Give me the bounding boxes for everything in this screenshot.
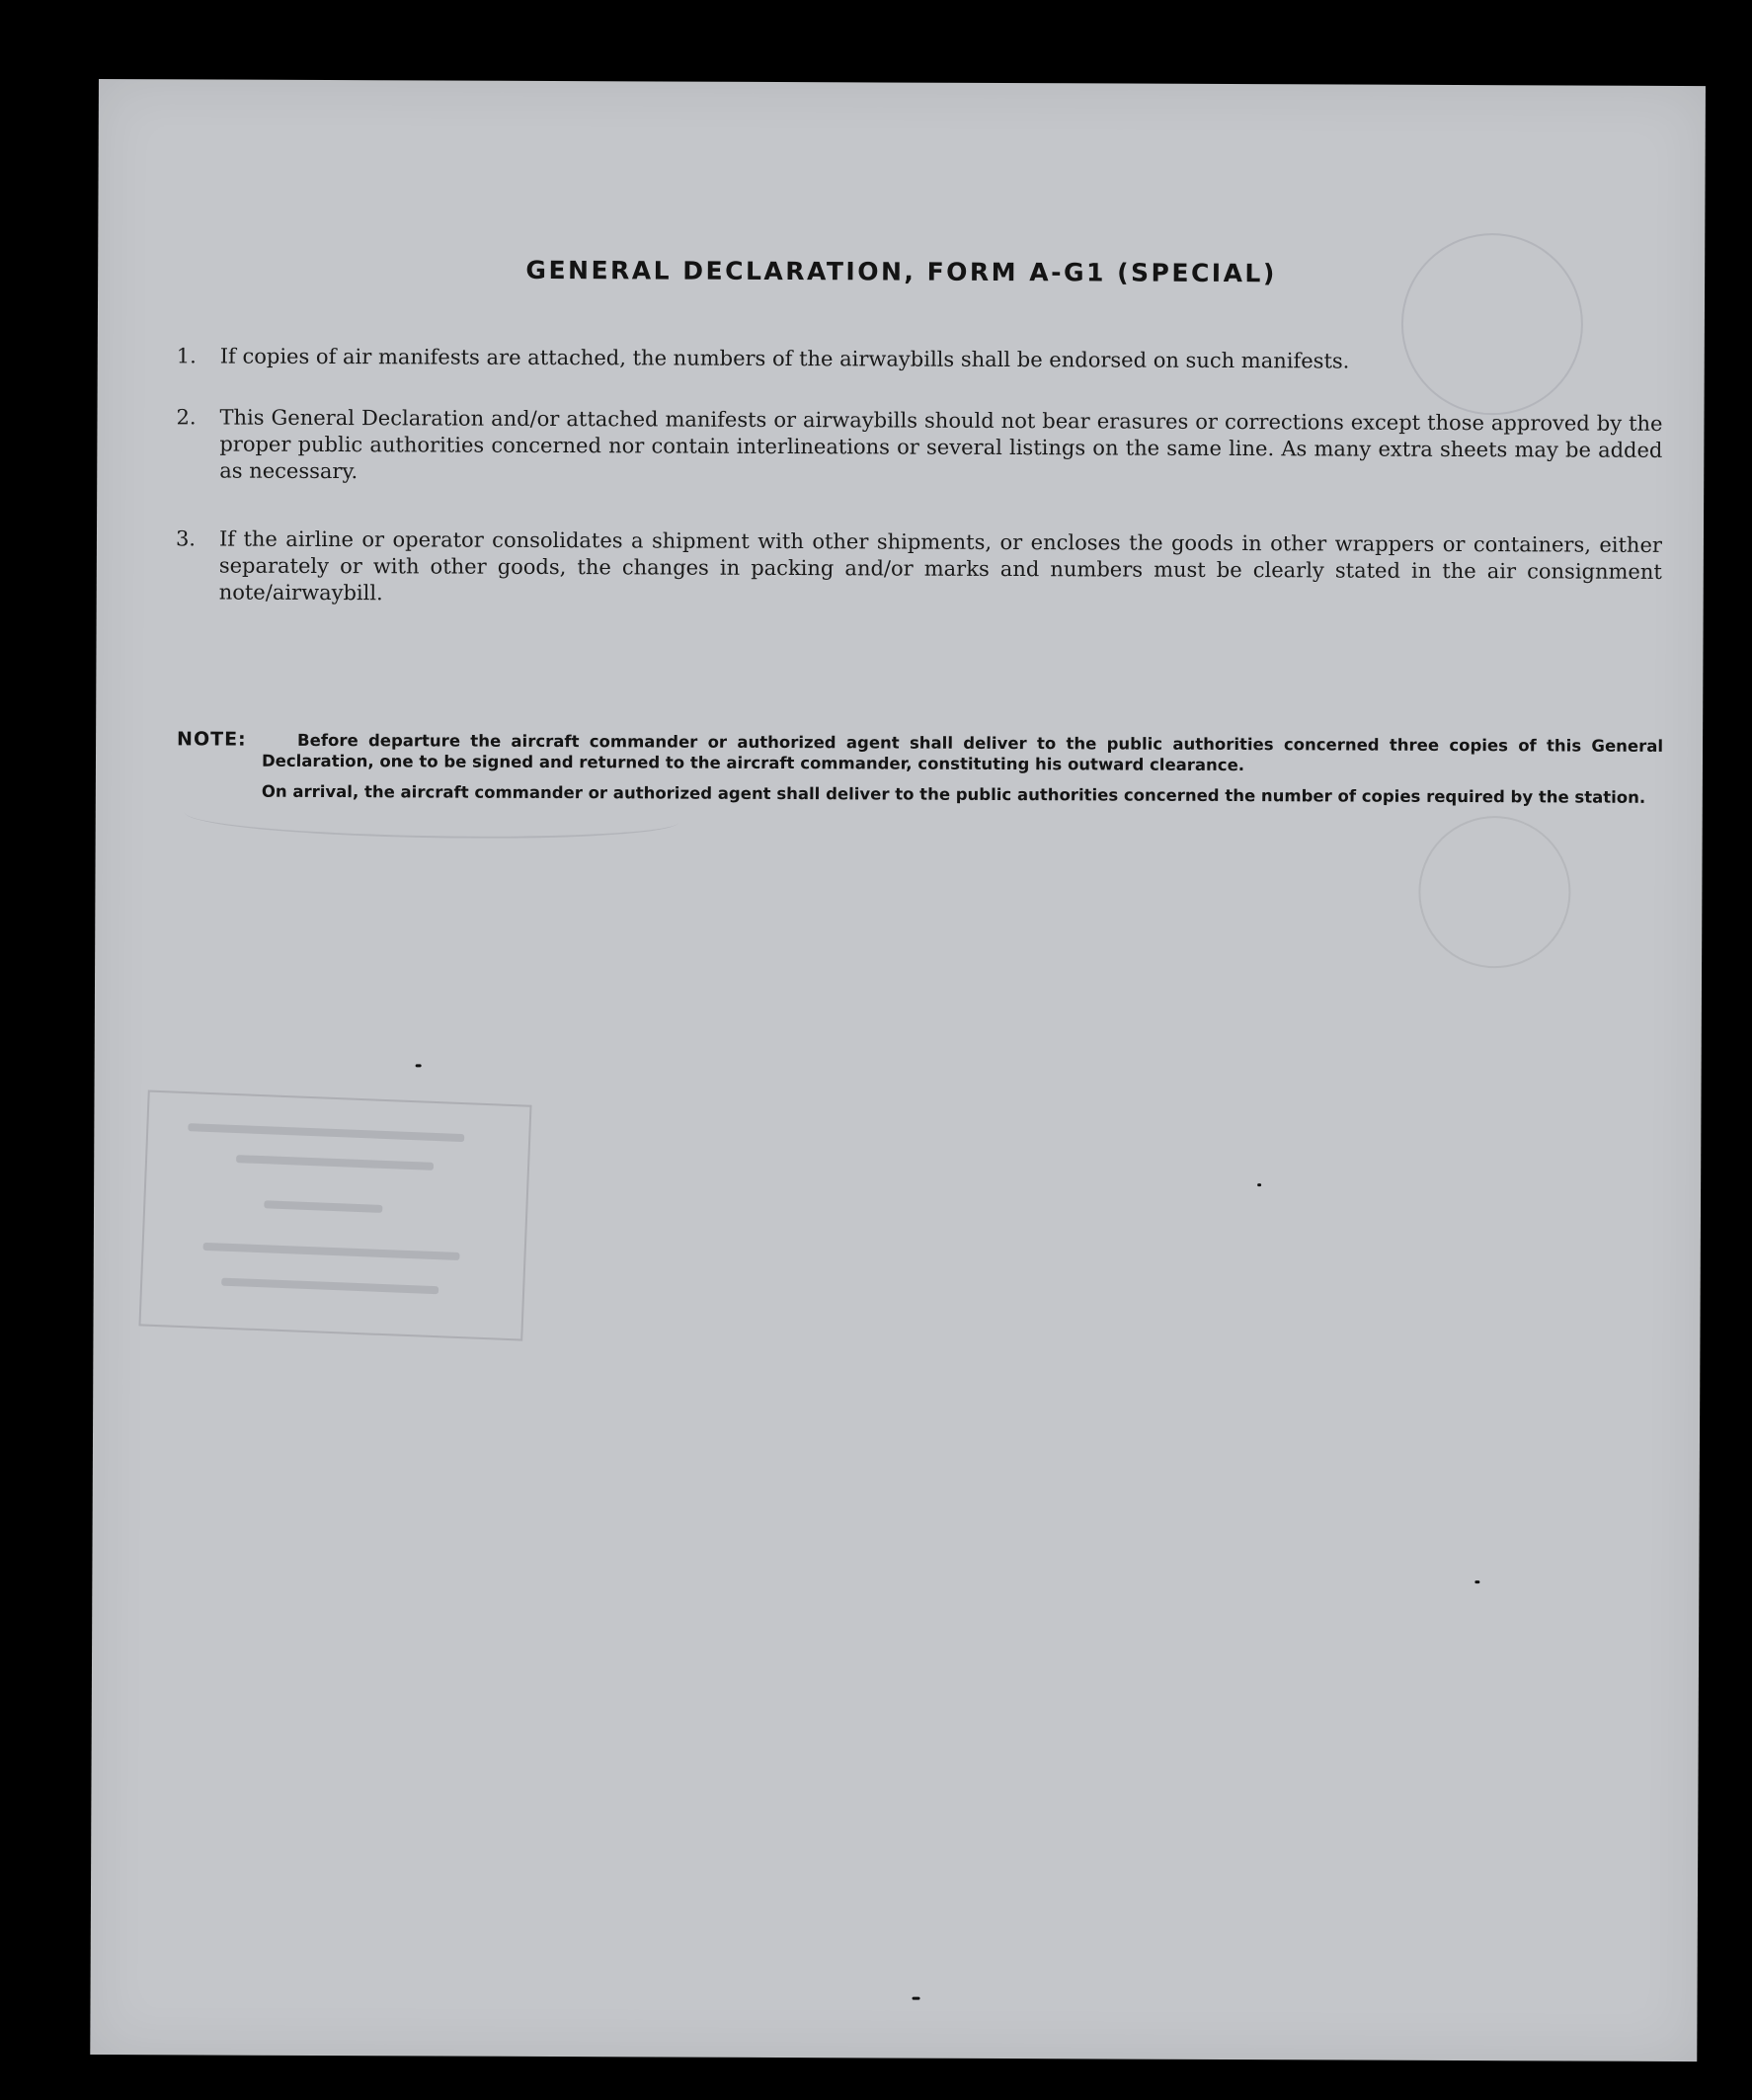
item-text: If the airline or operator consolidates a shipment with other shipments, or encloses the goods in other wrappers or containers, either separately or with other goods, the changes in packing and/or marks and numbers must be clearly stated in the air consignment note/airwaybill. [218, 526, 1663, 606]
note-section [177, 729, 1663, 808]
note-paragraph: Before departure the aircraft commander or authorized agent shall deliver to the public authorities concerned three copies of this General Declaration, one to be signed and returned to the aircraft commander, constituting his outward clearance. [261, 730, 1664, 775]
scan-speck [1257, 1183, 1261, 1186]
document-title: GENERAL DECLARATION, FORM A-G1 (SPECIAL) [525, 255, 1277, 288]
item-text: This General Declaration and/or attached manifests or airwaybills should not bear erasures or corrections except those approved by the proper public authorities concerned nor contain interlineations or several listings on the same line. As many extra sheets may be added as necessary. [219, 405, 1663, 484]
item-number: 3. [175, 526, 197, 551]
note-label: NOTE: [177, 728, 247, 751]
list-item [176, 404, 1662, 491]
note-paragraph: On arrival, the aircraft commander or authorized agent shall deliver to the public authorities concerned the number of copies required by the station. [261, 781, 1646, 807]
bleed-through-rectangular-stamp [138, 1090, 531, 1341]
instruction-list [176, 343, 1663, 612]
item-text: If copies of air manifests are attached, the numbers of the airwaybills shall be endorsed on such manifests. [219, 344, 1350, 373]
list-item [177, 343, 1663, 376]
scan-speck [1474, 1580, 1479, 1583]
list-item [176, 525, 1662, 612]
bleed-through-stamp-mark [1418, 816, 1571, 969]
scan-speck [416, 1064, 422, 1067]
document-page [90, 79, 1706, 2061]
item-number: 2. [176, 405, 197, 430]
scan-speck [913, 1997, 920, 2000]
item-number: 1. [176, 344, 197, 368]
